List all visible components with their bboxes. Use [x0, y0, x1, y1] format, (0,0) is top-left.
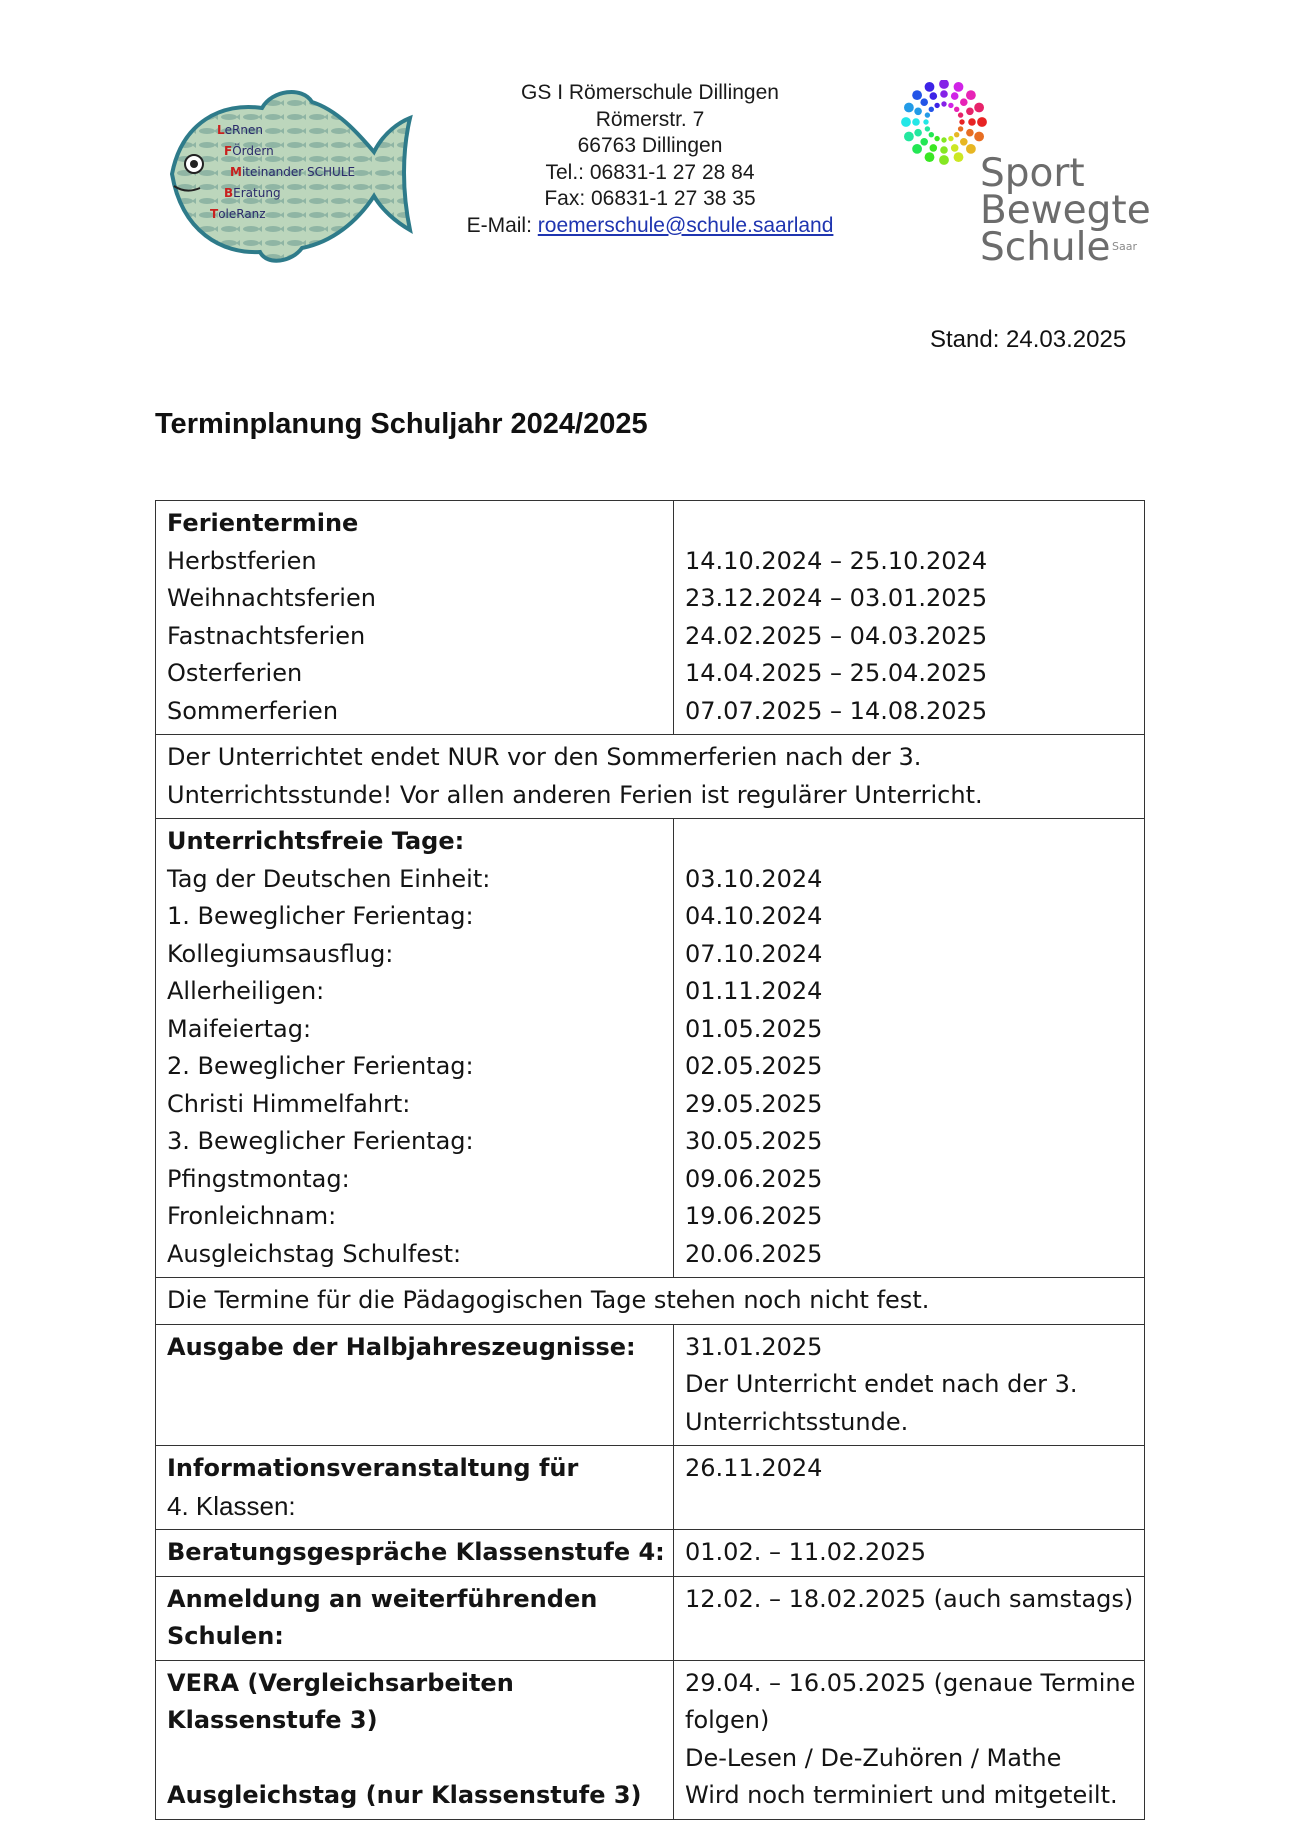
burst-dot: [940, 90, 948, 98]
school-email-row: [430, 213, 870, 240]
anmeldung-date: 12.02. – 18.02.2025 (auch samstags): [685, 1584, 1134, 1613]
burst-dot: [974, 103, 984, 113]
burst-dot: [954, 152, 964, 162]
free-day-date: 04.10.2024: [685, 902, 823, 930]
info-value-cell: [674, 1446, 1145, 1530]
sport-bewegte-schule-logo: [900, 80, 1160, 270]
burst-dot: [960, 138, 968, 146]
school-city: 66763 Dillingen: [577, 134, 723, 157]
burst-dot: [948, 136, 953, 141]
burst-dot: [925, 126, 930, 131]
svg-text:ToleRanz: ToleRanz: [210, 207, 266, 221]
ferien-note-line: Unterrichtsstunde! Vor allen anderen Ferien ist regulärer Unterricht.: [167, 780, 983, 809]
burst-dot: [912, 118, 920, 126]
school-tel: Tel.: 06831-1 27 28 84: [545, 160, 755, 184]
table-row: [156, 1530, 1145, 1577]
svg-text:FÖrdern: FÖrdern: [224, 144, 274, 158]
colorful-burst-icon: [901, 80, 987, 165]
burst-dot: [901, 117, 911, 127]
burst-dot: [923, 119, 928, 124]
free-day-date: 01.05.2025: [685, 1014, 823, 1043]
email-link[interactable]: roemerschule@schule.saarland: [537, 213, 834, 237]
burst-dot: [930, 144, 938, 152]
table-row: [156, 1324, 1145, 1446]
free-day-date: 01.11.2024: [685, 977, 823, 1005]
ferien-name: Weihnachtsferien: [167, 584, 376, 612]
burst-dot: [934, 103, 939, 108]
burst-dot: [951, 92, 959, 100]
ferien-date: 14.04.2025 – 25.04.2025: [685, 659, 988, 687]
free-day-date: 29.05.2025: [685, 1089, 823, 1118]
free-day-name: Maifeiertag:: [167, 1014, 312, 1043]
zeugnisse-note-line: Der Unterricht endet nach der 3.: [685, 1370, 1078, 1398]
ferien-name: Herbstferien: [167, 546, 317, 575]
burst-dot: [954, 132, 959, 137]
burst-dot: [912, 144, 922, 154]
free-day-name: 3. Beweglicher Ferientag:: [167, 1127, 474, 1155]
burst-dot: [954, 82, 964, 92]
burst-dot: [948, 103, 953, 108]
beratung-date: 01.02. – 11.02.2025: [685, 1538, 927, 1566]
zeugnisse-label-cell: Ausgabe der Halbjahreszeugnisse:: [156, 1324, 674, 1446]
burst-dot: [904, 132, 914, 142]
page-title: Terminplanung Schuljahr 2024/2025: [155, 408, 648, 440]
vera-subjects: De-Lesen / De-Zuhören / Mathe: [685, 1743, 1062, 1772]
ferien-date: 23.12.2024 – 03.01.2025: [685, 584, 988, 612]
free-days-heading: Unterrichtsfreie Tage:: [167, 827, 465, 855]
free-day-name: Pfingstmontag:: [167, 1164, 350, 1193]
stand-date: Stand: 24.03.2025: [930, 326, 1127, 353]
free-day-name: Allerheiligen:: [167, 977, 325, 1005]
burst-dot: [958, 126, 963, 131]
svg-text:BEratung: BEratung: [224, 186, 281, 200]
ferien-date: 14.10.2024 – 25.10.2024: [685, 546, 988, 575]
fish-logo: [152, 82, 414, 266]
burst-dot: [914, 129, 922, 137]
beratung-value-cell: [674, 1530, 1145, 1577]
zeugnisse-date: 31.01.2025: [685, 1332, 823, 1361]
burst-dot: [925, 112, 930, 117]
burst-dot: [940, 146, 948, 154]
burst-dot: [968, 118, 976, 126]
free-day-date: 09.06.2025: [685, 1164, 823, 1193]
school-street: Römerstr. 7: [595, 107, 705, 131]
svg-text:Saar: Saar: [1112, 240, 1137, 253]
burst-dot: [939, 80, 949, 89]
burst-dot: [929, 132, 934, 137]
ferien-note-line: Der Unterrichtet endet NUR vor den Sommerferien nach der 3.: [167, 743, 922, 771]
ferien-date: 07.07.2025 – 14.08.2025: [685, 696, 988, 725]
burst-dot: [951, 144, 959, 152]
burst-dot: [966, 90, 976, 100]
svg-text:Sport: Sport: [980, 151, 1085, 196]
free-day-date: 03.10.2024: [685, 864, 823, 893]
table-row: [156, 1576, 1145, 1660]
burst-dot: [930, 92, 938, 100]
ferien-names-cell: [156, 501, 674, 735]
table-row: [156, 735, 1145, 819]
burst-dot: [925, 82, 935, 92]
free-day-date: 20.06.2025: [685, 1239, 823, 1268]
vera-date: 29.04. – 16.05.2025 (genaue Termine: [685, 1668, 1136, 1697]
table-row: [156, 501, 1145, 735]
ferien-name: Osterferien: [167, 659, 303, 687]
schedule-table: [155, 500, 1145, 1820]
email-label: E-Mail:: [466, 213, 538, 237]
free-day-date: 02.05.2025: [685, 1052, 823, 1080]
burst-dot: [929, 107, 934, 112]
table-row: [156, 1660, 1145, 1819]
school-fax: Fax: 06831-1 27 38 35: [544, 187, 756, 210]
burst-dot: [925, 152, 935, 162]
burst-dot: [904, 103, 914, 113]
paedagogische-tage-note: Die Termine für die Pädagogischen Tage stehen noch nicht fest.: [156, 1278, 1145, 1325]
anmeldung-value-cell: [674, 1576, 1145, 1660]
ferien-name: Fastnachtsferien: [167, 621, 366, 650]
vera-value-cell: [674, 1660, 1145, 1819]
burst-dot: [954, 107, 959, 112]
table-row: [156, 1446, 1145, 1530]
ferien-name: Sommerferien: [167, 696, 339, 725]
ausgleichstag-label: Ausgleichstag (nur Klassenstufe 3): [167, 1781, 642, 1809]
vera-label-cell: VERA (Vergleichsarbeiten Klassenstufe 3) Ausgleichstag (nur Klassenstufe 3): [156, 1660, 674, 1819]
free-day-name: Tag der Deutschen Einheit:: [167, 864, 491, 893]
school-address: [430, 80, 870, 239]
burst-dot: [960, 98, 968, 106]
info-date: 26.11.2024: [685, 1454, 823, 1482]
table-row: [156, 1278, 1145, 1325]
school-name: GS I Römerschule Dillingen: [521, 81, 779, 104]
burst-dot: [941, 137, 946, 142]
ferien-date: 24.02.2025 – 04.03.2025: [685, 621, 988, 650]
free-day-name: Christi Himmelfahrt:: [167, 1089, 411, 1118]
svg-text:LeRnen: LeRnen: [217, 123, 263, 137]
free-day-name: Kollegiumsausflug:: [167, 939, 394, 968]
burst-dot: [966, 144, 976, 154]
burst-dot: [934, 136, 939, 141]
anmeldung-label-cell: Anmeldung an weiterführenden Schulen:: [156, 1576, 674, 1660]
free-days-names-cell: [156, 819, 674, 1278]
free-days-dates-cell: [674, 819, 1145, 1278]
svg-text:Miteinander SCHULE: Miteinander SCHULE: [230, 165, 356, 179]
zeugnisse-note-line: Unterrichtsstunde.: [685, 1407, 909, 1436]
burst-dot: [966, 108, 974, 116]
free-day-name: Fronleichnam:: [167, 1202, 337, 1230]
burst-dot: [974, 132, 984, 142]
beratung-label-cell: Beratungsgespräche Klassenstufe 4:: [156, 1530, 674, 1577]
burst-dot: [977, 117, 987, 127]
svg-text:Schule: Schule: [980, 225, 1111, 270]
free-day-name: Ausgleichstag Schulfest:: [167, 1239, 462, 1268]
burst-dot: [941, 101, 946, 106]
ferien-dates-cell: [674, 501, 1145, 735]
vera-date: folgen): [685, 1706, 770, 1734]
burst-dot: [914, 108, 922, 116]
free-day-date: 07.10.2024: [685, 939, 823, 968]
free-day-date: 19.06.2025: [685, 1202, 823, 1230]
info-label-cell: Informationsveranstaltung für 4. Klassen:: [156, 1446, 674, 1530]
ausgleichstag-note: Wird noch terminiert und mitgeteilt.: [685, 1781, 1118, 1809]
free-day-name: 1. Beweglicher Ferientag:: [167, 902, 474, 930]
burst-dot: [958, 112, 963, 117]
burst-dot: [920, 138, 928, 146]
burst-dot: [966, 129, 974, 137]
ferien-heading: Ferientermine: [167, 509, 359, 537]
burst-dot: [920, 98, 928, 106]
burst-dot: [912, 90, 922, 100]
free-day-name: 2. Beweglicher Ferientag:: [167, 1052, 474, 1080]
ferien-note-cell: [156, 735, 1145, 819]
table-row: [156, 819, 1145, 1278]
svg-text:Bewegte: Bewegte: [980, 188, 1151, 233]
burst-dot: [939, 155, 949, 165]
burst-dot: [959, 119, 964, 124]
zeugnisse-value-cell: [674, 1324, 1145, 1446]
free-day-date: 30.05.2025: [685, 1127, 823, 1155]
